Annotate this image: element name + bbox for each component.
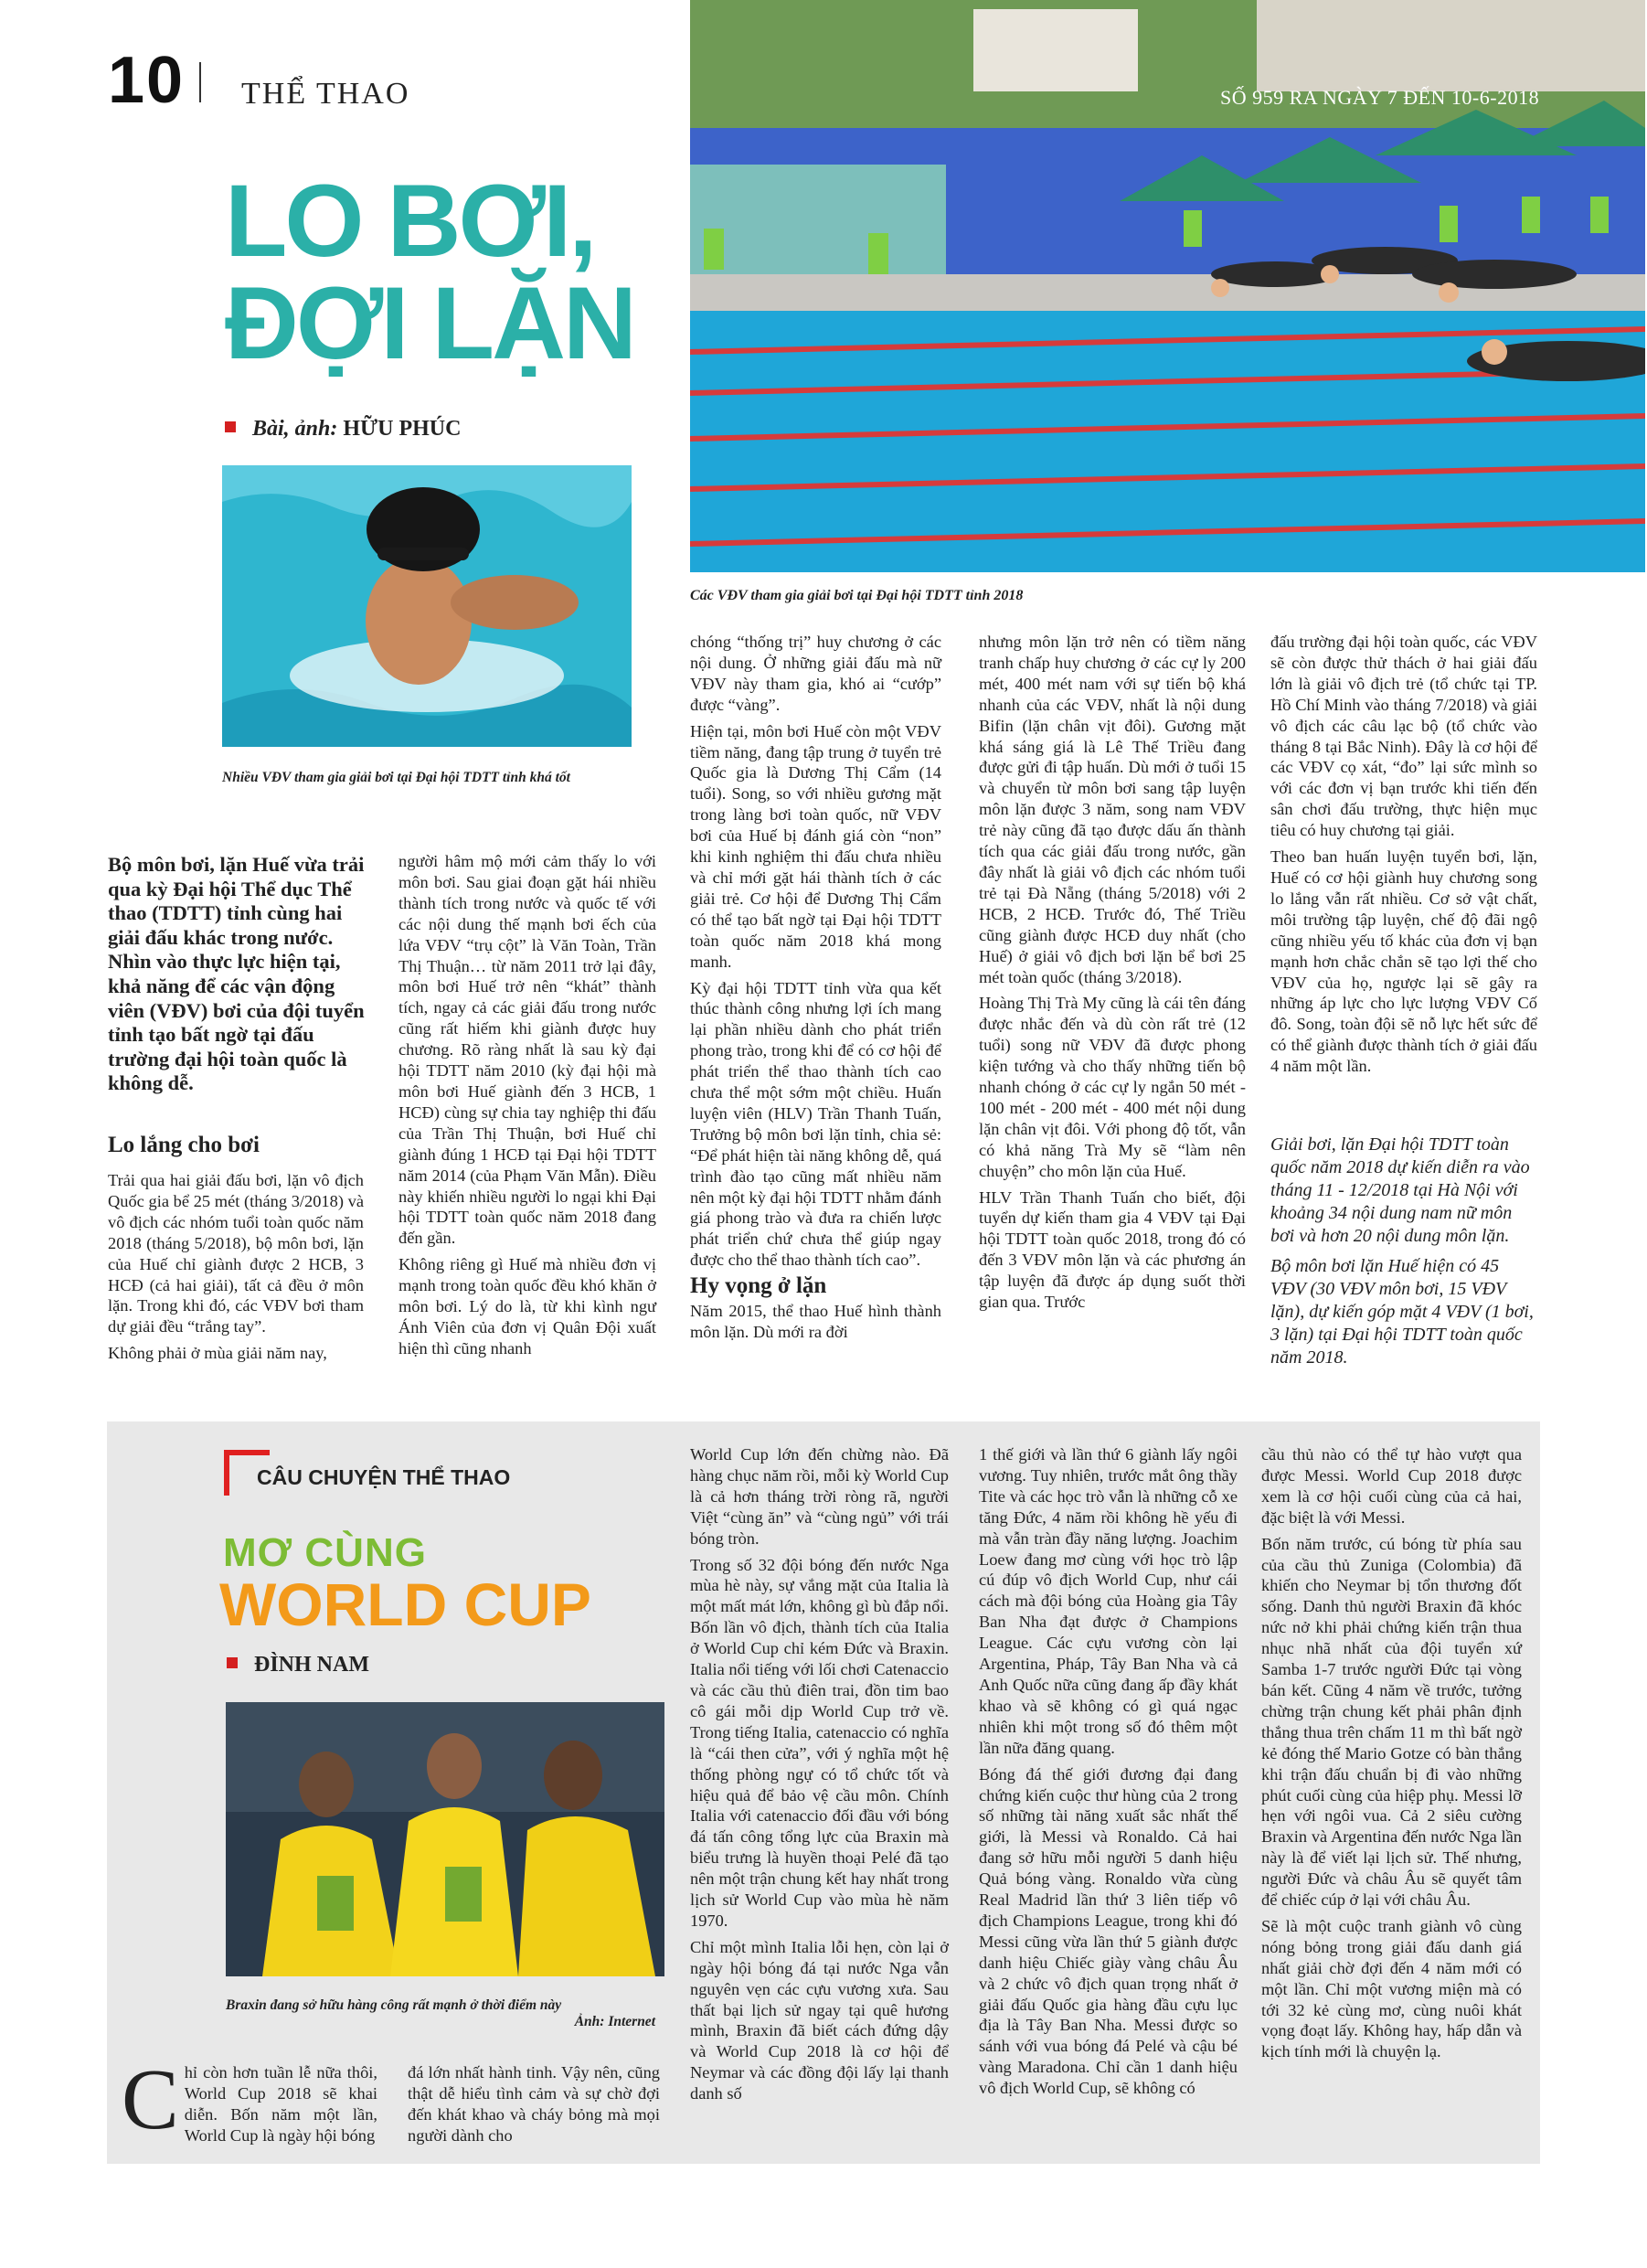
- dropcap: C: [122, 2052, 179, 2147]
- article-col-4: [979, 632, 1246, 1318]
- box-col3-paragraph-3: Chỉ một mình Italia lỗi hẹn, còn lại ở ngày hội bóng đá tại nước Nga vẫn nguyên vẹn các cựu vương xưa. Sau thất bại lịch sử ngay tại quê hương mình, Braxin đã biết cách đứng dậy và World Cup 2018 là cơ hội để Neymar và các đồng đội lấy lại thanh danh số: [690, 1937, 949, 2103]
- box-col5-paragraph-3: Sẽ là một cuộc tranh giành vô cùng nóng bỏng trong giải đấu danh giá nhất giải chờ đợi đến 4 năm mới có một lần. Chỉ một vương miện mà có tới 32 kẻ cùng mơ, cùng nuôi khát vọng đoạt lấy. Không hay, hấp dẫn và kịch tính mới là chuyện lạ.: [1261, 1916, 1522, 2061]
- headline-line-1: LO BƠI,: [225, 164, 595, 278]
- box-headline-line-2: WORLD CUP: [219, 1571, 591, 1638]
- brazil-photo-caption: Braxin đang sở hữu hàng công rất mạnh ở thời điểm này: [226, 1997, 562, 2013]
- box-col-4: [979, 1444, 1238, 2104]
- box-author: [227, 1653, 369, 1677]
- byline: [225, 417, 461, 442]
- article-col-5: [1270, 632, 1537, 1082]
- box-col5-paragraph-2: Bốn năm trước, cú bóng từ phía sau của cầu thủ Zuniga (Colombia) đã khiến cho Neymar bị tổn thương đốt sống. Danh thủ người Braxin đã khóc nức nở khi phải chứng kiến trận thua nhục nhã nhất của đội tuyển xứ Samba 1-7 trước người Đức tại vòng bán kết. Cũng 4 năm về trước, tưởng chừng trận chung kết phải phân định thắng thua trên chấm 11 m thì bất ngờ kẻ đóng thế Mario Gotze có bàn thắng khi trận đấu chuẩn bị đi vào những phút cuối cùng của hiệp phụ. Messi lỡ hẹn với ngôi vua. Cả 2 siêu cường Braxin và Argentina đến nước Nga lần này là để viết lại lịch sử. Thế nhưng, người Đức và châu Âu sẽ quyết tâm để chiếc cúp ở lại với châu Âu.: [1261, 1534, 1522, 1910]
- box-author-name: ĐÌNH NAM: [254, 1653, 369, 1677]
- header-divider: [199, 62, 201, 102]
- headline-line-2: ĐỢI LẶN: [225, 266, 634, 380]
- byline-label: Bài, ảnh:: [252, 417, 338, 441]
- box-intro-col-2: [408, 2062, 660, 2152]
- issue-info: SỐ 959 RA NGÀY 7 ĐẾN 10-6-2018: [1220, 86, 1540, 109]
- section-name: THỂ THAO: [241, 77, 410, 111]
- col1-paragraph-2: Không phải ở mùa giải năm nay,: [108, 1344, 327, 1363]
- note-paragraph-2: Bộ môn bơi lặn Huế hiện có 45 VĐV (30 VĐV môn bơi, 15 VĐV lặn), dự kiến góp mặt 4 VĐV (1 bơi, 3 lặn) tại Đại hội TDTT toàn quốc năm 2018.: [1270, 1256, 1534, 1368]
- note-paragraph-1: Giải bơi, lặn Đại hội TDTT toàn quốc năm 2018 dự kiến diễn ra vào tháng 11 - 12/2018 tại Hà Nội với khoảng 34 nội dung nam nữ môn bơi và hơn 20 nội dung môn lặn.: [1270, 1134, 1530, 1246]
- box-intro: [122, 2052, 377, 2152]
- box-col-5: [1261, 1444, 1522, 2068]
- box-col3-paragraph-1: World Cup lớn đến chừng nào. Đã hàng chục năm rồi, mỗi kỳ World Cup là cả hơn tháng trời ròng rã, người Việt “cùng ăn” và “cùng ngủ” với trái bóng tròn.: [690, 1445, 949, 1548]
- swimmer-photo: [222, 465, 632, 747]
- col2-paragraph-1: người hâm mộ mới cảm thấy lo với môn bơi. Sau giai đoạn gặt hái nhiều thành tích trong nước và quốc tế với các nội dung thế mạnh bơi ếch của lứa VĐV “trụ cột” là Văn Toàn, Trần Thị Thuận… từ năm 2011 trở lại đây, môn bơi Huế trở nên “khát” thành tích, ngay cả các giải đấu trong nước cũng rất hiếm khi giành được huy chương. Rõ ràng nhất là sau kỳ đại hội TDTT năm 2010 (kỳ đại hội mà môn bơi Huế giành đến 3 HCB, 1 HCĐ) cùng sự chia tay nghiệp thi đấu của Trần Thị Thuận, bơi Huế chỉ giành đúng 1 HCĐ tại Đại hội TDTT năm 2014 (của Phạm Văn Mẫn). Điều này khiến nhiều người lo ngại khi Đại hội TDTT toàn quốc năm 2018 đang đến gần.: [398, 852, 656, 1248]
- byline-author: HỮU PHÚC: [343, 417, 462, 441]
- article-col-1: [108, 1170, 364, 1369]
- article-note: [1270, 1134, 1535, 1377]
- subheading-lo-lang: Lo lắng cho bơi: [108, 1133, 260, 1157]
- swimmer-photo-caption: Nhiều VĐV tham gia giải bơi tại Đại hội TDTT tỉnh khá tốt: [222, 770, 570, 785]
- col4-paragraph-1: nhưng môn lặn trở nên có tiềm năng tranh chấp huy chương ở các cự ly 200 mét, 400 mét nam với sự tiến bộ khá nhanh của các VĐV, nhất là nội dung Bifin (lặn chân vịt đôi). Gương mặt khá sáng giá là Lê Thế Triều đang được gửi đi tập huấn. Dù mới ở tuổi 15 và chuyển từ môn bơi sang tập luyện môn lặn được 3 năm, song nam VĐV trẻ này cũng đã tạo được dấu ấn thành tích qua các giải đấu trong nước, gần đây nhất là giải vô địch các nhóm tuổi trẻ tại Đà Nẵng (tháng 5/2018) với 2 HCB, 2 HCĐ. Trước đó, Thế Triều cũng giành được HCĐ duy nhất (cho Huế) ở giải vô địch bơi lặn bể bơi 25 mét toàn quốc (tháng 3/2018).: [979, 633, 1246, 986]
- page-number: 10: [108, 44, 186, 117]
- box-col5-paragraph-1: cầu thủ nào có thể tự hào vượt qua được Messi. World Cup 2018 được xem là cơ hội cuối cùng của cả hai, đặc biệt là với Messi.: [1261, 1445, 1522, 1527]
- box-intro-paragraph: [122, 2052, 377, 2147]
- byline-marker: [225, 421, 236, 432]
- box-col-3: [690, 1444, 949, 2110]
- pool-photo-caption: Các VĐV tham gia giải bơi tại Đại hội TDTT tỉnh 2018: [690, 588, 1024, 603]
- col4-paragraph-2: Hoàng Thị Trà My cũng là cái tên đáng được nhắc đến và dù còn rất trẻ (12 tuổi) song nữ VĐV đã được phong kiện tướng và cho thấy những tiến bộ nhanh chóng ở các cự ly ngắn 50 mét - 100 mét - 200 mét - 400 mét nội dung lặn chân vịt đôi. Với phong độ tốt, vẫn có khả năng Trà My sẽ “làm nên chuyện” cho môn lặn của Huế.: [979, 994, 1246, 1180]
- col3-paragraph-4: Năm 2015, thể thao Huế hình thành môn lặn. Dù mới ra đời: [690, 1302, 941, 1341]
- box-intro-text: hỉ còn hơn tuần lễ nữa thôi, World Cup 2018 sẽ khai diễn. Bốn năm một lần, World Cup là ngày hội bóng: [184, 2063, 377, 2145]
- author-marker: [227, 1657, 238, 1668]
- article-col-2: [398, 851, 656, 1365]
- col3-paragraph-1: chóng “thống trị” huy chương ở các nội dung. Ở những giải đấu mà nữ VĐV này tham gia, khó ai “cướp” được “vàng”.: [690, 633, 941, 714]
- col1-paragraph: Trải qua hai giải đấu bơi, lặn vô địch Quốc gia bể 25 mét (tháng 3/2018) và vô địch các nhóm tuổi toàn quốc năm 2018 (tháng 5/2018), bộ môn bơi, lặn của Huế chỉ giành được 2 HCB, 3 HCĐ (cả hai giải), tất cả đều ở môn lặn. Trong khi đó, các VĐV bơi tham dự giải đều “trắng tay”.: [108, 1171, 364, 1336]
- col5-paragraph-2: Theo ban huấn luyện tuyển bơi, lặn, Huế có cơ hội giành huy chương song lo lắng vẫn rất nhiều. Cơ sở vật chất, môi trường tập luyện, chế độ đãi ngộ cũng nhiều yếu tố khác của đơn vị bạn mạnh hơn chắc chắn sẽ tạo lợi thế cho VĐV của họ, ngược lại sẽ gây ra những áp lực cho lực lượng VĐV Cố đô. Song, toàn đội sẽ nỗ lực hết sức để có thể giành được thành tích ở giải đấu 4 năm một lần.: [1270, 847, 1537, 1076]
- box-col4-paragraph-1: 1 thế giới và lần thứ 6 giành lấy ngôi vương. Tuy nhiên, trước mắt ông thầy Tite và các học trò vẫn là những cỗ xe tăng Đức, 4 năm rồi không hề yếu đi mà vẫn tràn đầy năng lượng. Joachim Loew đang mơ cùng với học trò lập cú đúp vô địch World Cup, như cái cách mà đội bóng của Hoàng gia Tây Ban Nha đạt được ở Champions League. Các cựu vương còn lại Argentina, Pháp, Tây Ban Nha và cả Anh Quốc nữa cũng đang ấp đầy khát khao và sẽ không có gì quá ngạc nhiên khi một trong số đó thêm một lần nữa đăng quang.: [979, 1445, 1238, 1757]
- article-col-3: [690, 632, 941, 1348]
- brazil-photo-credit: Ảnh: Internet: [574, 2014, 655, 2029]
- col3-paragraph-2: Hiện tại, môn bơi Huế còn một VĐV tiềm năng, đang tập trung ở tuyển trẻ Quốc gia là Dương Thị Cẩm (14 tuổi). Song, so với nhiều gương mặt trong làng bơi toàn quốc, nữ VĐV bơi của Huế bị đánh giá còn “non” khi kinh nghiệm thi đấu chưa nhiều và chỉ mới gặt hái thành tích ở các giải trẻ. Cơ hội để Dương Thị Cẩm có thể tạo bất ngờ tại Đại hội TDTT toàn quốc năm 2018 khá mong manh.: [690, 721, 941, 971]
- box-intro-col2-text: đá lớn nhất hành tinh. Vậy nên, cũng thật dễ hiểu tình cảm và sự chờ đợi đến khát khao và cháy bỏng mà mọi người dành cho: [408, 2063, 660, 2145]
- box-col3-paragraph-2: Trong số 32 đội bóng đến nước Nga mùa hè này, sự vắng mặt của Italia là một mất mát lớn, không gì bù đắp nổi. Bốn lần vô địch, thành tích của Italia ở World Cup chỉ kém Đức và Braxin. Italia nổi tiếng với lối chơi Catenaccio và các cầu thủ điên trai, đồn tim bao cô gái mỗi dịp World Cup trở về. Trong tiếng Italia, catenaccio có nghĩa là “cái then cửa”, với ý nghĩa một hệ thống phòng ngự có tổ chức tốt và hiệu quả để bảo vệ cầu môn. Chính Italia với catenaccio đối đầu với bóng đá tấn công tổng lực của Braxin mà biểu trưng là huyền thoại Pelé đã tạo nên một trận chung kết hay nhất trong lịch sử World Cup vào mùa hè năm 1970.: [690, 1555, 949, 1930]
- brazil-players-photo: [226, 1702, 664, 1976]
- kicker-label: CÂU CHUYỆN THỂ THAO: [257, 1465, 511, 1489]
- col4-paragraph-3: HLV Trần Thanh Tuấn cho biết, đội tuyển dự kiến tham gia 4 VĐV tại Đại hội TDTT toàn quốc 2018, trong đó có đến 3 VĐV môn lặn và các phương án tập luyện đã được áp dụng suốt thời gian qua. Trước: [979, 1187, 1246, 1312]
- col3-paragraph-3: Kỳ đại hội TDTT tỉnh vừa qua kết thúc thành công nhưng lợi ích mang lại phần nhiều dành cho phát triển phong trào, trong khi để có cơ hội để phát triển thể thao thành tích cao chưa thể một sớm một chiều. Huấn luyện viên (HLV) Trần Thanh Tuấn, Trưởng bộ môn bơi lặn tỉnh, chia sẻ: “Để phát hiện tài năng không dễ, quá trình đào tạo cũng mất nhiều năm nên một kỳ đại hội TDTT nhằm đánh giá phong trào và đưa ra chiến lược phát triển chứ chưa thể giúp ngay được cho thể thao thành tích cao”.: [690, 978, 941, 1270]
- article-headline: [225, 164, 664, 380]
- box-col4-paragraph-2: Bóng đá thế giới đương đại đang chứng kiến cuộc thư hùng của 2 trong số những tài năng xuất sắc nhất thế giới, là Messi và Ronaldo. Cả hai đang sở hữu mỗi người 5 danh hiệu Quả bóng vàng. Ronaldo vừa cùng Real Madrid lần thứ 3 liên tiếp vô địch Champions League, trong khi đó Messi cũng vừa lần thứ 5 giành được danh hiệu Chiếc giày vàng châu Âu và 2 chức vô địch quan trọng nhất ở giải đấu Quốc gia hàng đầu cựu lục địa là Tây Ban Nha. Messi được so sánh với vua bóng đá Pelé và cậu bé vàng Maradona. Chỉ cần 1 danh hiệu vô địch World Cup, sẽ không có: [979, 1764, 1238, 2098]
- brazil-photo-graphic: [226, 1702, 664, 1976]
- swimmer-photo-graphic: [222, 465, 632, 747]
- article-lead: Bộ môn bơi, lặn Huế vừa trải qua kỳ Đại hội Thể dục Thể thao (TDTT) tỉnh cùng hai giải đấu khác trong nước. Nhìn vào thực lực hiện tại, khả năng để các vận động viên (VĐV) bơi của đội tuyển tỉnh tạo bất ngờ tại đấu trường đại hội toàn quốc là không dễ.: [108, 853, 365, 1095]
- col5-paragraph-1: đấu trường đại hội toàn quốc, các VĐV sẽ còn được thử thách ở hai giải đấu lớn là giải vô địch trẻ (tổ chức tại TP. Hồ Chí Minh vào tháng 7/2018) và giải vô địch các câu lạc bộ (tổ chức vào tháng 8 tại Bắc Ninh). Đây là cơ hội để các VĐV cọ xát, “đo” lại sức mình so với các đơn vị bạn trước khi tiến đến sân chơi đấu trường, thực hiện mục tiêu có huy chương tại giải.: [1270, 633, 1537, 840]
- col2-paragraph-2: Không riêng gì Huế mà nhiều đơn vị mạnh trong toàn quốc đều khó khăn ở môn bơi. Lý do là, từ khi kình ngư Ánh Viên của đơn vị Quân Đội xuất hiện thì cũng nhanh: [398, 1255, 656, 1358]
- box-headline-line-1: MƠ CÙNG: [223, 1530, 427, 1575]
- subheading-hy-vong: Hy vọng ở lặn: [690, 1273, 827, 1299]
